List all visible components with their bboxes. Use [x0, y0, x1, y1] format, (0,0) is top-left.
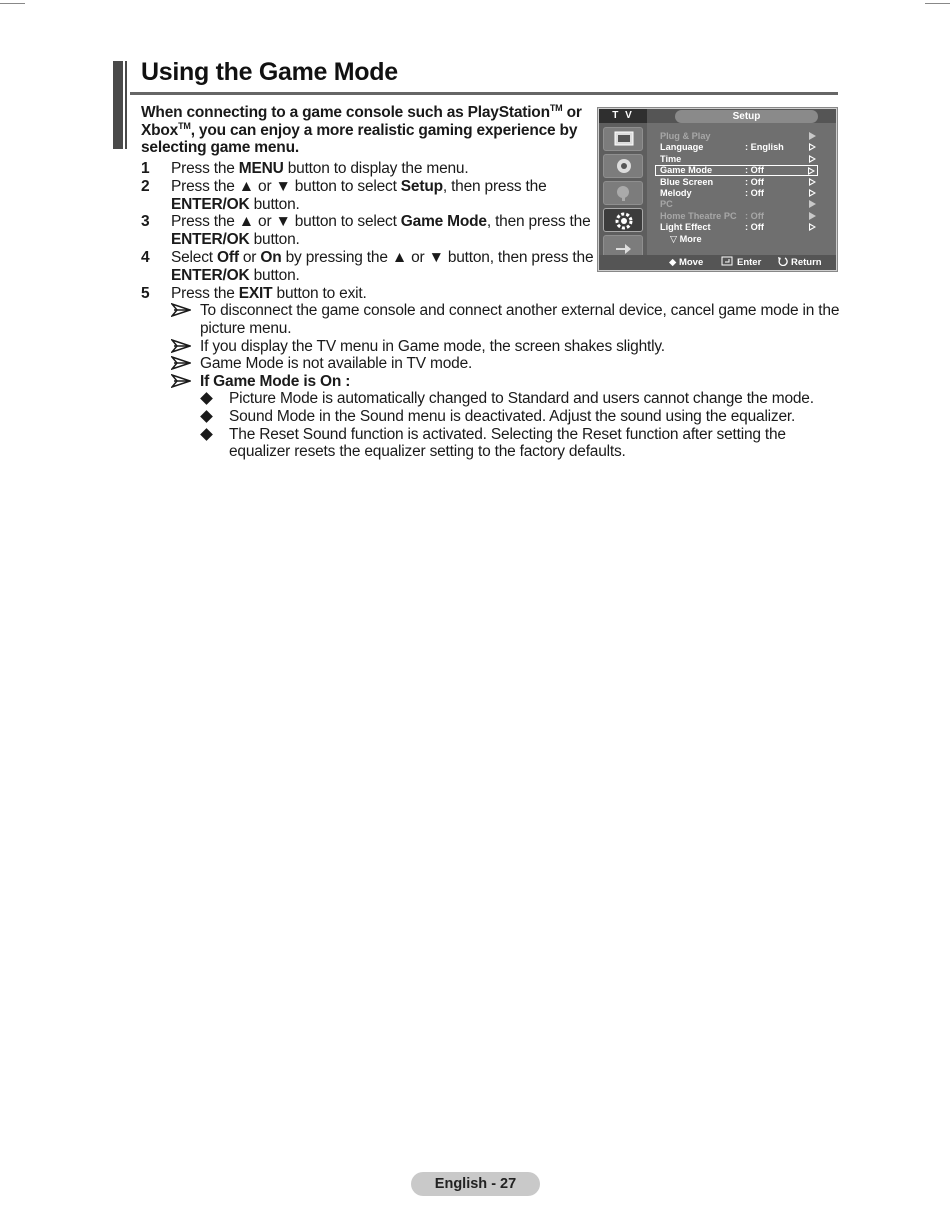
step-5 — [141, 285, 841, 303]
crop-mark — [925, 3, 950, 4]
note-text: Game Mode is not available in TV mode. — [200, 355, 473, 373]
step-bold: On — [260, 248, 282, 266]
arrow-right-icon — [809, 212, 816, 220]
osd-row-label: Language — [660, 142, 704, 152]
diamond-bullet-icon — [200, 428, 213, 441]
section-side-bar — [113, 61, 127, 149]
note-text: To disconnect the game console and connect another external device, cancel game mode in the picture menu. — [200, 302, 840, 337]
osd-row-time — [660, 154, 818, 165]
arrow-right-icon — [809, 200, 816, 208]
osd-row-value: : Off — [745, 222, 764, 232]
step-3 — [141, 213, 596, 249]
step-bold: Off — [217, 248, 239, 266]
step-bold: MENU — [238, 160, 284, 177]
tv-setup-menu-screenshot — [597, 107, 838, 272]
arrow-right-icon — [809, 223, 816, 231]
page-title: Using the Game Mode — [141, 58, 398, 86]
title-rule — [130, 92, 838, 95]
step-text: Press the ▲ or ▼ button to select — [171, 213, 401, 231]
osd-row-value: : English — [745, 142, 784, 152]
step-text: button. — [249, 231, 300, 249]
arrow-right-icon — [808, 167, 815, 175]
arrow-right-icon — [809, 143, 816, 151]
osd-menu-title: Setup — [675, 110, 818, 123]
channel-icon — [603, 181, 643, 205]
intro-paragraph — [141, 104, 591, 157]
osd-enter-hint: Enter — [737, 257, 762, 268]
step-4 — [141, 249, 596, 285]
step-text: button. — [249, 266, 300, 284]
note-arrow-icon — [171, 356, 191, 370]
note-arrow-icon — [171, 374, 191, 388]
step-text: button. — [249, 195, 300, 213]
step-bold: ENTER/OK — [171, 231, 250, 249]
trademark-mark: TM — [549, 102, 563, 113]
osd-row-game-mode — [655, 165, 818, 176]
step-bold: ENTER/OK — [171, 266, 250, 284]
bullet-item — [200, 426, 841, 461]
enter-icon — [721, 255, 733, 270]
osd-row-language — [660, 142, 818, 153]
osd-icon-column — [599, 109, 647, 270]
osd-row-label: Home Theatre PC — [660, 211, 737, 221]
osd-row-melody — [660, 188, 818, 199]
osd-move-hint: ◆ Move — [669, 257, 704, 268]
osd-row-value: : Off — [745, 165, 764, 175]
step-text: Press the — [171, 160, 239, 177]
crop-mark — [0, 3, 25, 4]
diamond-bullet-icon — [200, 392, 213, 405]
note-heading: If Game Mode is On : — [200, 372, 351, 390]
note-arrow-icon — [171, 339, 191, 353]
osd-row-label: Game Mode — [660, 165, 713, 175]
step-text: , then press the — [442, 177, 547, 195]
step-text: Press the ▲ or ▼ button to select — [171, 177, 401, 195]
bullet-text: The Reset Sound function is activated. Selecting the Reset function after setting the equalizer resets the equalizer setting to the factory defaults. — [229, 425, 786, 461]
step-text: by pressing the ▲ or ▼ button, then press the — [281, 248, 594, 266]
note-item — [171, 373, 841, 391]
osd-row-plug-play — [660, 131, 818, 142]
osd-return-hint: Return — [791, 257, 822, 268]
osd-footer — [599, 255, 836, 270]
step-bold: Setup — [400, 177, 443, 195]
note-item — [171, 338, 841, 356]
bullet-text: Picture Mode is automatically changed to Standard and users cannot change the mode. — [229, 390, 814, 408]
arrow-right-icon — [809, 155, 816, 163]
osd-row-label: Blue Screen — [660, 177, 714, 187]
bullet-item — [200, 390, 841, 408]
step-text: or — [238, 248, 261, 266]
intro-text: or Xbox — [141, 104, 582, 139]
picture-icon — [603, 127, 643, 151]
osd-row-home-theatre-pc — [660, 211, 818, 222]
step-bold: ENTER/OK — [171, 195, 250, 213]
step-2 — [141, 178, 596, 214]
step-text: button to exit. — [272, 284, 367, 302]
step-text: , then press the — [486, 213, 591, 231]
intro-text: , you can enjoy a more realistic gaming experience by selecting game menu. — [141, 121, 578, 156]
intro-text: When connecting to a game console such as PlayStation — [141, 104, 550, 121]
step-number: 2 — [141, 177, 150, 195]
osd-row-label: Time — [660, 154, 682, 164]
step-number: 4 — [141, 248, 150, 266]
note-arrow-icon — [171, 303, 191, 317]
return-icon — [777, 255, 788, 270]
sound-icon — [603, 154, 643, 178]
osd-row-label: PC — [660, 199, 673, 209]
page-number-badge: English - 27 — [411, 1172, 540, 1196]
step-bold: Game Mode — [400, 213, 487, 231]
osd-row-value: : Off — [745, 177, 764, 187]
step-bold: EXIT — [238, 284, 273, 302]
osd-row-blue-screen — [660, 177, 818, 188]
note-item — [171, 302, 841, 337]
note-item — [171, 355, 841, 373]
step-number: 1 — [141, 160, 150, 177]
osd-row-more — [670, 234, 828, 245]
bullet-item — [200, 408, 841, 426]
note-text: If you display the TV menu in Game mode, the screen shakes slightly. — [200, 337, 665, 355]
osd-row-label: Plug & Play — [660, 131, 711, 141]
bullet-text: Sound Mode in the Sound menu is deactivated. Adjust the sound using the equalizer. — [229, 407, 796, 425]
trademark-mark: TM — [178, 120, 191, 131]
osd-row-light-effect — [660, 222, 818, 233]
notes-list — [141, 302, 841, 460]
osd-more-label: ▽ More — [670, 234, 702, 244]
osd-row-pc — [660, 199, 818, 210]
arrow-right-icon — [809, 178, 816, 186]
arrow-right-icon — [809, 189, 816, 197]
step-text: button to display the menu. — [283, 160, 469, 177]
osd-row-label: Melody — [660, 188, 692, 198]
bullet-list — [171, 390, 841, 460]
step-number: 5 — [141, 284, 150, 302]
step-text: Select — [171, 248, 217, 266]
osd-row-value: : Off — [745, 211, 764, 221]
step-number: 3 — [141, 213, 150, 231]
setup-icon — [603, 208, 643, 232]
arrow-right-icon — [809, 132, 816, 140]
step-text: Press the — [171, 284, 239, 302]
osd-tv-label: T V — [599, 109, 647, 123]
osd-row-label: Light Effect — [660, 222, 711, 232]
osd-row-value: : Off — [745, 188, 764, 198]
diamond-bullet-icon — [200, 410, 213, 423]
